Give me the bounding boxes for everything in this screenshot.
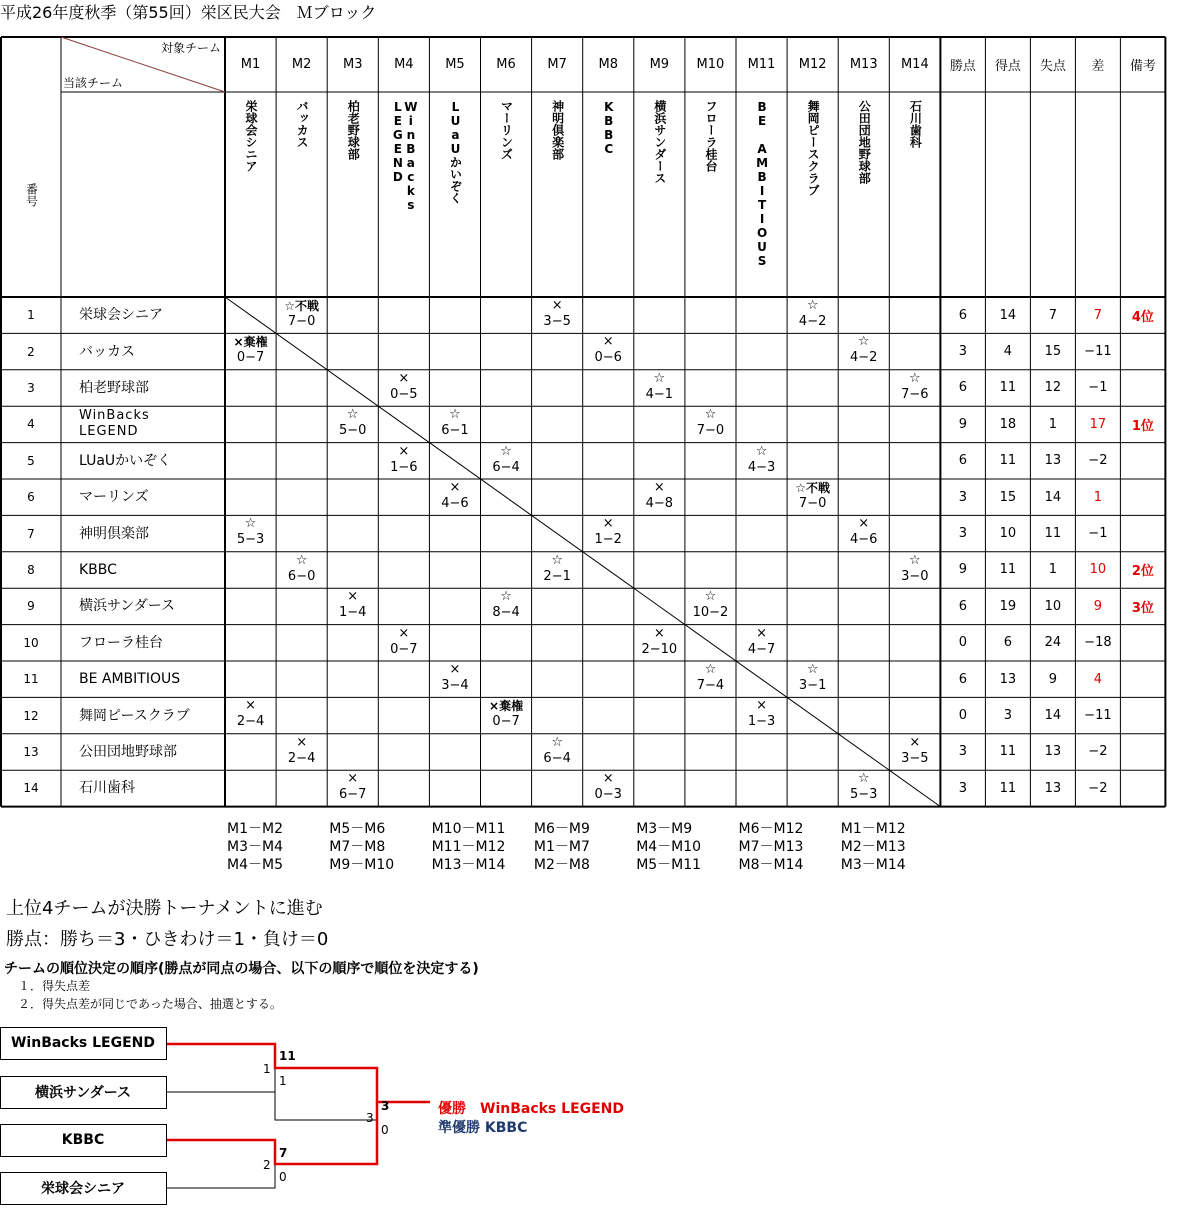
match-mark: × [551,298,563,313]
row-stat-goals-for: 14 [999,307,1017,323]
number-header: 番号 [24,182,39,207]
match-result [532,735,583,767]
row-number: 6 [27,490,35,505]
row-stat-points: 0 [958,635,968,651]
col-team-10: フローラ桂台 [703,100,718,172]
row-stat-goals-for: 11 [999,780,1017,796]
col-code-M4: M4 [394,57,414,72]
row-stat-points: 3 [958,780,968,796]
match-score: 6−0 [287,568,316,584]
match-mark: ☆ [500,589,512,605]
row-stat-diff: −11 [1084,708,1112,724]
stat-header-0: 勝点 [949,59,976,74]
match-result [327,589,378,621]
stat-header-4: 備考 [1129,59,1156,74]
col-team-7: 神明倶楽部 [550,100,565,160]
page-title: 平成26年度秋季（第55回）栄区民大会 Ｍブロック [0,3,377,22]
col-code-M11: M11 [747,57,776,72]
match-mark: ☆ [551,552,563,568]
row-stat-goals-for: 10 [999,526,1017,542]
match-score: 7−0 [696,423,725,439]
match-mark: ☆ [909,370,921,386]
row-stat-diff: 1 [1093,489,1103,505]
col-team-4: WinBacks LEGEND [390,100,418,212]
row-stat-goals-for: 11 [999,562,1017,578]
match-score: 8−4 [492,605,520,621]
row-stat-diff: 4 [1093,671,1103,687]
row-stat-goals-against: 14 [1044,489,1062,505]
match-result [225,698,276,730]
match-score: 3−1 [798,678,827,693]
bracket-win-line-top [167,1044,430,1102]
match-mark: × [245,698,256,714]
match-mark: ×棄権 [233,335,268,350]
ranking-rule-1: １．得失点差 [18,979,91,993]
row-stat-goals-against: 7 [1048,307,1058,323]
match-result [583,334,634,366]
match-result [481,589,532,621]
semi1-score-bottom: 1 [279,1074,287,1088]
match-result [378,626,429,658]
row-stat-points: 3 [958,744,968,760]
match-score: 0−5 [390,386,418,402]
col-team-3: 柏老野球部 [346,100,361,160]
match-score: 4−3 [747,459,776,475]
match-mark: × [756,698,767,714]
final-score-top: 3 [381,1099,390,1113]
match-mark: ☆ [449,407,461,423]
col-code-M14: M14 [900,57,929,72]
own-team-label: 当該チーム [63,75,124,90]
row-stat-goals-for: 6 [1003,635,1013,651]
ranking-rule-2: ２．得失点差が同じであった場合、抽選とする。 [18,997,282,1011]
match-result [889,553,940,585]
col-team-12: 舞岡ピースクラブ [806,100,821,196]
match-score: 5−0 [339,423,367,439]
col-team-5: LUaUかいぞく [448,100,463,204]
semi2-score-bottom: 0 [279,1170,287,1184]
match-score: 7−6 [901,386,929,402]
match-result [889,735,940,767]
match-result [838,771,889,803]
col-team-6: マーリンズ [499,100,514,160]
row-stat-points: 3 [958,344,968,360]
row-stat-goals-against: 1 [1048,562,1058,578]
row-stat-goals-against: 13 [1044,744,1062,760]
col-code-M7: M7 [547,57,567,72]
advance-note: 上位4チームが決勝トーナメントに進む [6,898,323,919]
col-code-M10: M10 [696,57,725,72]
match-result [276,298,327,330]
row-stat-goals-against: 11 [1044,526,1062,542]
match-score: 2−10 [641,641,678,657]
bracket-line-4 [167,1164,275,1188]
col-team-8: KBBC [601,100,616,156]
fixture-column: M3－M9 M4－M10 M5－M11 [636,821,702,873]
match-result [532,298,583,330]
row-stat-diff: −18 [1084,635,1112,651]
row-stat-goals-against: 13 [1044,780,1062,796]
match-result [481,444,532,476]
row-number: 8 [27,562,35,577]
match-mark: ☆ [551,734,563,750]
match-result [787,480,838,512]
row-stat-diff: −2 [1088,453,1108,469]
match-mark: × [398,443,410,459]
match-score: 4−6 [850,532,878,548]
match-result [327,407,378,439]
col-team-13: 公田団地野球部 [857,100,872,184]
match-mark: × [602,334,614,350]
col-code-M5: M5 [445,57,465,72]
match-result [225,334,276,366]
bracket-team-1: WinBacks LEGEND [10,1035,156,1051]
match-result [378,371,429,403]
match-mark: × [653,480,665,495]
row-stat-goals-for: 3 [1003,708,1013,724]
row-number: 12 [23,708,39,723]
row-stat-goals-for: 11 [999,453,1017,469]
match-result [634,480,685,512]
match-score: 7−0 [798,496,827,511]
fixture-column: M1－M2 M3－M4 M4－M5 [227,821,283,873]
col-team-11: BE AMBITIOUS [755,100,770,268]
row-stat-diff: −11 [1084,344,1112,360]
col-team-14: 石川歯科 [908,100,923,148]
row-stat-points: 3 [958,526,968,542]
fixture-column: M10－M11 M11－M12 M13－M14 [431,821,506,873]
match-score: 2−4 [287,750,316,766]
match-mark: ☆ [704,407,717,423]
fixture-column: M1－M12 M2－M13 M3－M14 [840,821,906,873]
row-team-name: 舞岡ピースクラブ [79,707,190,724]
row-team-name: LUaUかいぞく [79,452,172,469]
match-score: 2−1 [543,568,571,584]
match-score: 7−0 [287,314,316,329]
match-result [429,662,480,694]
match-score: 5−3 [236,532,265,548]
row-stat-goals-for: 13 [999,671,1017,687]
row-team-name: バッカス [79,343,135,360]
match-mark: × [398,370,410,386]
row-team-name: BE AMBITIOUS [79,671,181,688]
row-stat-goals-against: 1 [1048,416,1058,432]
match-result [736,698,787,730]
match-result [583,771,634,803]
row-number: 9 [27,599,35,614]
row-stat-points: 6 [958,453,968,469]
row-stat-goals-against: 13 [1044,453,1062,469]
row-stat-points: 6 [958,598,968,614]
match-mark: ☆不戦 [795,481,831,495]
match-mark: × [296,734,308,750]
match-score: 1−4 [339,605,367,621]
match-score: 3−0 [901,568,929,584]
match-score: 4−6 [441,496,469,511]
match-mark: × [653,625,665,641]
row-number: 4 [27,417,35,432]
stat-header-2: 失点 [1039,59,1066,74]
match-mark: × [347,589,359,605]
match-mark: ☆ [755,443,768,459]
match-score: 7−4 [696,678,725,693]
row-number: 11 [23,672,39,687]
col-code-M8: M8 [598,57,618,72]
match-result [634,626,685,658]
match-mark: ☆ [653,370,666,386]
bracket-team-4: 栄球会シニア [41,1181,125,1197]
row-team-name: 公田団地野球部 [79,743,177,760]
match-score: 0−3 [594,787,622,803]
match-score: 3−4 [441,678,469,693]
match-mark: ×棄権 [489,699,524,714]
match-mark: × [909,734,921,750]
match-result [685,662,736,694]
match-score: 2−4 [236,714,265,730]
row-stat-points: 3 [958,489,968,505]
stat-header-3: 差 [1091,59,1105,74]
game-number-3: 3 [366,1111,374,1125]
match-mark: ☆ [909,552,921,568]
semi2-score-top: 7 [279,1146,288,1160]
match-result [583,516,634,548]
semi1-score-top: 11 [279,1049,296,1063]
runner-up-label: 準優勝 KBBC [438,1120,528,1136]
match-score: 4−8 [645,496,674,511]
row-stat-points: 9 [958,416,968,432]
row-stat-goals-against: 24 [1044,635,1062,651]
row-stat-points: 6 [958,307,968,323]
fixture-column: M6－M9 M1－M7 M2－M8 [533,821,590,873]
row-stat-diff: 9 [1093,598,1103,614]
fixture-column: M5－M6 M7－M8 M9－M10 [329,821,395,873]
match-result [685,407,736,439]
match-mark: ☆ [806,298,819,313]
bracket-win-line-bottom [167,1102,377,1164]
stat-header-1: 得点 [994,59,1021,74]
row-team-name: マーリンズ [79,489,149,506]
row-stat-diff: −2 [1088,780,1108,796]
row-team-name: 柏老野球部 [79,379,149,396]
match-score: 6−1 [441,423,469,439]
match-mark: ☆ [806,662,819,677]
ranking-title: チームの順位決定の順序(勝点が同点の場合、以下の順序で順位を決定する) [4,961,479,977]
champion-label: 優勝 WinBacks LEGEND [438,1101,625,1117]
row-stat-points: 6 [958,671,968,687]
match-score: 6−4 [492,459,520,475]
match-result [481,698,532,730]
game-number-2: 2 [263,1158,271,1172]
row-stat-diff: 7 [1093,307,1103,323]
row-number: 3 [27,380,35,395]
row-rank-note: 2位 [1131,564,1154,580]
match-score: 1−2 [594,532,622,548]
match-score: 6−7 [339,787,367,803]
row-number: 1 [27,308,35,323]
match-mark: ☆ [244,516,257,532]
row-team-name: KBBC [79,561,117,578]
match-result [838,334,889,366]
row-stat-goals-against: 14 [1044,708,1062,724]
match-result [532,553,583,585]
match-result [787,298,838,330]
match-result [736,626,787,658]
bracket-team-2: 横浜サンダース [34,1085,132,1101]
match-mark: × [602,771,614,787]
match-result [378,444,429,476]
match-mark: ☆ [704,589,717,605]
match-score: 4−7 [747,641,776,657]
row-number: 13 [23,744,39,759]
match-score: 5−3 [850,787,878,803]
row-stat-goals-against: 12 [1044,380,1062,396]
match-mark: ☆ [346,407,359,423]
row-number: 14 [23,781,39,796]
match-score: 0−7 [236,350,265,366]
match-mark: × [347,771,359,787]
row-stat-diff: 10 [1089,562,1107,578]
row-stat-goals-against: 10 [1044,598,1062,614]
match-mark: ☆ [295,552,308,568]
row-team-name: 神明倶楽部 [79,525,149,542]
row-stat-diff: −1 [1088,380,1108,396]
match-score: 3−5 [543,314,571,329]
game-number-1: 1 [263,1062,271,1076]
row-stat-goals-for: 19 [999,598,1017,614]
row-stat-goals-against: 15 [1044,344,1062,360]
match-score: 10−2 [692,605,729,621]
match-mark: × [756,625,767,641]
match-result [276,735,327,767]
match-score: 6−4 [543,750,571,766]
row-stat-diff: −1 [1088,526,1108,542]
bracket-team-3: KBBC [61,1132,105,1148]
row-stat-goals-for: 4 [1003,344,1013,360]
row-stat-diff: −2 [1088,744,1108,760]
row-number: 10 [23,635,39,650]
col-team-9: 横浜サンダース [652,100,667,184]
row-number: 2 [27,344,35,359]
match-score: 1−6 [390,459,418,475]
match-score: 4−2 [850,350,878,366]
match-score: 3−5 [901,750,929,766]
bracket-line-semi1-bottom [275,1092,377,1138]
col-code-M12: M12 [798,57,827,72]
match-result [889,371,940,403]
match-mark: × [398,625,410,641]
row-rank-note: 4位 [1131,309,1154,325]
match-score: 4−1 [645,386,674,402]
col-code-M2: M2 [291,57,312,72]
match-result [787,662,838,694]
bracket-line-2 [167,1066,275,1092]
col-code-M3: M3 [342,57,363,72]
row-stat-points: 9 [958,562,968,578]
row-stat-goals-against: 9 [1048,671,1058,687]
match-mark: × [449,662,461,677]
match-mark: ☆ [857,334,870,350]
match-score: 0−7 [390,641,418,657]
match-score: 4−2 [798,314,827,329]
fixture-column: M6－M12 M7－M13 M8－M14 [738,821,804,873]
match-result [327,771,378,803]
row-stat-diff: 17 [1089,416,1107,432]
match-mark: ☆ [500,443,512,459]
match-mark: ☆ [857,771,870,787]
match-result [838,516,889,548]
row-stat-points: 0 [958,708,968,724]
match-score: 1−3 [747,714,776,730]
row-stat-goals-for: 11 [999,380,1017,396]
match-mark: × [449,480,461,495]
col-code-M9: M9 [649,57,670,72]
final-score-bottom: 0 [381,1123,389,1137]
match-result [685,589,736,621]
points-note: 勝点：勝ち＝3・ひきわけ＝1・負け＝0 [6,929,329,950]
match-score: 0−6 [594,350,622,366]
row-team-name: 栄球会シニア [79,307,163,324]
target-team-label: 対象チーム [160,40,221,55]
row-rank-note: 1位 [1131,418,1154,434]
match-result [429,480,480,512]
row-team-name: フローラ桂台 [79,634,163,651]
match-mark: ☆ [704,662,717,677]
match-mark: ☆不戦 [284,299,320,313]
match-result [276,553,327,585]
row-stat-points: 6 [958,380,968,396]
col-team-2: バッカス [295,100,310,148]
row-rank-note: 3位 [1131,600,1154,616]
row-team-name: 石川歯科 [79,780,135,797]
match-mark: × [602,516,614,532]
row-stat-goals-for: 15 [999,489,1017,505]
col-code-M6: M6 [496,57,516,72]
match-score: 0−7 [492,714,520,730]
row-number: 5 [27,453,35,468]
match-result [634,371,685,403]
col-code-M13: M13 [849,57,878,72]
row-stat-goals-for: 11 [999,744,1017,760]
col-team-1: 栄球会シニア [244,100,259,172]
match-result [429,407,480,439]
row-number: 7 [27,526,35,541]
col-code-M1: M1 [240,57,261,72]
match-result [736,444,787,476]
match-result [225,516,276,548]
row-stat-goals-for: 18 [999,416,1017,432]
match-mark: × [858,516,870,532]
row-team-name: WinBacks LEGEND [79,408,150,440]
row-team-name: 横浜サンダース [79,598,176,615]
